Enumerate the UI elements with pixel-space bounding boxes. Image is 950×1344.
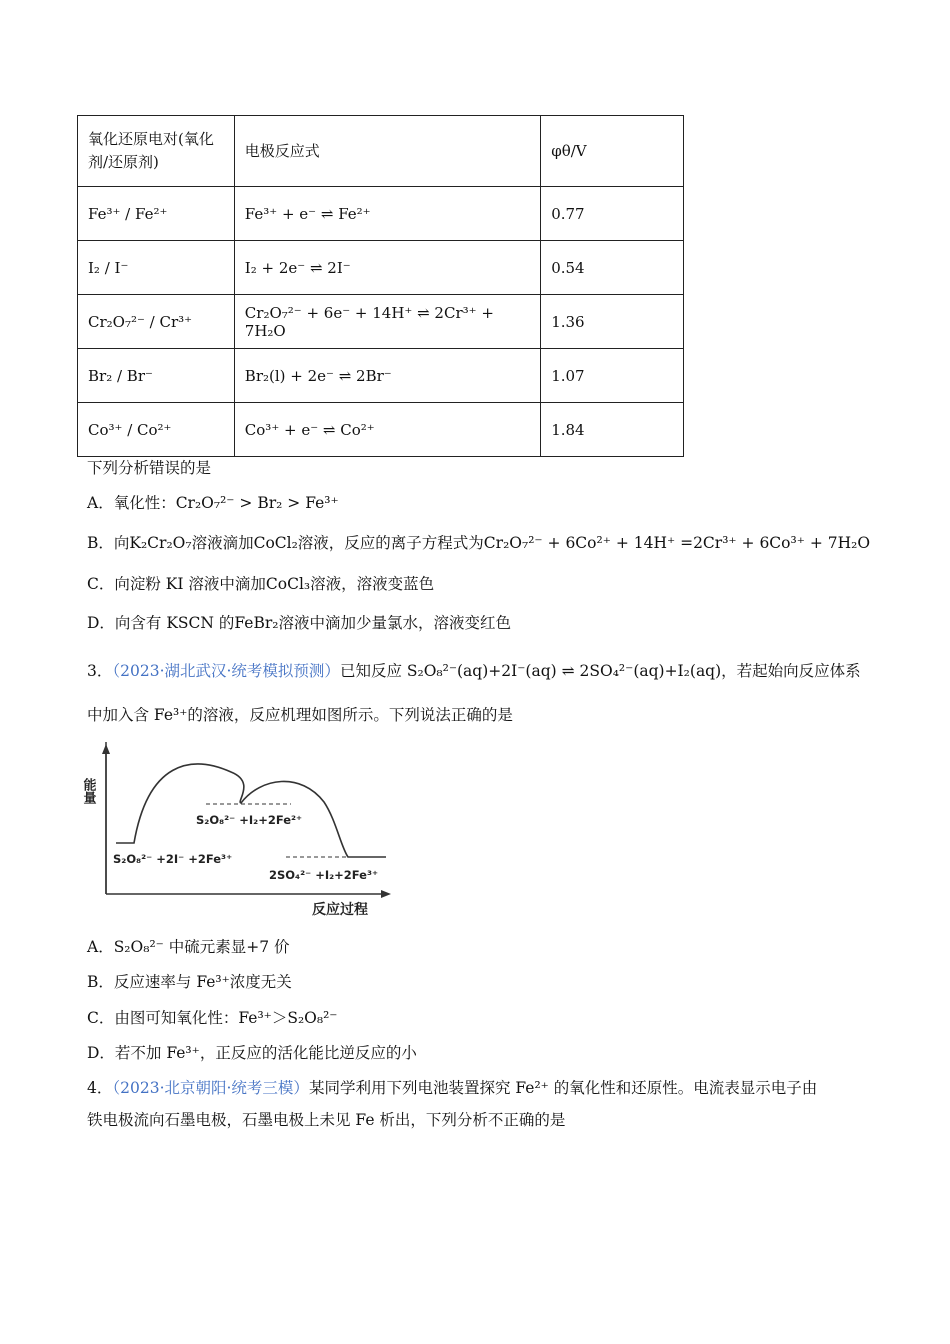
q3-option-a: A．S₂O₈²⁻ 中硫元素显+7 价 bbox=[87, 938, 290, 956]
q3-number: 3． bbox=[87, 662, 113, 680]
x-axis-arrow bbox=[381, 890, 391, 898]
table-row bbox=[78, 349, 684, 403]
cell-reaction: Br₂(l) + 2e⁻ ⇌ 2Br⁻ bbox=[234, 349, 540, 403]
table-header-row bbox=[78, 116, 684, 187]
state1-label: S₂O₈²⁻ +2I⁻ +2Fe³⁺ bbox=[113, 852, 233, 866]
cell-potential: 1.36 bbox=[541, 295, 684, 349]
table-row bbox=[78, 241, 684, 295]
y-axis-label: 能量 bbox=[80, 778, 96, 804]
header-potential: φθ/V bbox=[541, 116, 684, 187]
energy-diagram bbox=[80, 742, 406, 922]
q4-number: 4． bbox=[87, 1079, 113, 1097]
energy-curve bbox=[116, 764, 386, 857]
q4-stem-line1 bbox=[87, 1077, 817, 1099]
cell-couple: Fe³⁺ / Fe²⁺ bbox=[78, 187, 235, 241]
cell-reaction: Cr₂O₇²⁻ + 6e⁻ + 14H⁺ ⇌ 2Cr³⁺ + 7H₂O bbox=[234, 295, 540, 349]
q4-stem-text: 某同学利用下列电池装置探究 Fe²⁺ 的氧化性和还原性。电流表显示电子由 bbox=[308, 1079, 818, 1097]
state2-label: S₂O₈²⁻ +I₂+2Fe²⁺ bbox=[196, 813, 303, 827]
q2-option-d: D．向含有 KSCN 的FeBr₂溶液中滴加少量氯水，溶液变红色 bbox=[87, 614, 511, 632]
cell-couple: Cr₂O₇²⁻ / Cr³⁺ bbox=[78, 295, 235, 349]
q2-option-b: B．向K₂Cr₂O₇溶液滴加CoCl₂溶液，反应的离子方程式为Cr₂O₇²⁻ + 6Co²⁺ + 14H⁺ =2Cr³⁺ + 6Co³⁺ + 7H₂O bbox=[87, 534, 871, 552]
q3-stem-text: 已知反应 S₂O₈²⁻(aq)+2I⁻(aq) ⇌ 2SO₄²⁻(aq)+I₂(aq)，若起始向反应体系 bbox=[339, 662, 861, 680]
table-row bbox=[78, 187, 684, 241]
state3-label: 2SO₄²⁻ +I₂+2Fe³⁺ bbox=[269, 868, 379, 882]
q4-stem-line2: 铁电极流向石墨电极，石墨电极上未见 Fe 析出，下列分析不正确的是 bbox=[87, 1111, 566, 1129]
cell-reaction: Co³⁺ + e⁻ ⇌ Co²⁺ bbox=[234, 403, 540, 457]
cell-potential: 0.54 bbox=[541, 241, 684, 295]
q2-stem: 下列分析错误的是 bbox=[87, 459, 212, 477]
cell-potential: 1.84 bbox=[541, 403, 684, 457]
table-row bbox=[78, 403, 684, 457]
header-reaction: 电极反应式 bbox=[234, 116, 540, 187]
cell-couple: Br₂ / Br⁻ bbox=[78, 349, 235, 403]
cell-reaction: Fe³⁺ + e⁻ ⇌ Fe²⁺ bbox=[234, 187, 540, 241]
q3-option-d: D．若不加 Fe³⁺，正反应的活化能比逆反应的小 bbox=[87, 1044, 417, 1062]
q2-option-a: A．氧化性：Cr₂O₇²⁻ > Br₂ > Fe³⁺ bbox=[87, 494, 339, 512]
q3-source: （2023·湖北武汉·统考模拟预测） bbox=[112, 662, 340, 680]
header-couple: 氧化还原电对(氧化剂/还原剂) bbox=[78, 116, 235, 187]
q3-stem-line1 bbox=[87, 660, 861, 682]
q3-option-c: C．由图可知氧化性：Fe³⁺＞S₂O₈²⁻ bbox=[87, 1009, 338, 1027]
x-axis-label: 反应过程 bbox=[312, 902, 368, 918]
redox-potential-table bbox=[77, 115, 684, 457]
q2-option-c: C．向淀粉 KI 溶液中滴加CoCl₃溶液，溶液变蓝色 bbox=[87, 575, 435, 593]
q4-source: （2023·北京朝阳·统考三模） bbox=[112, 1079, 309, 1097]
q3-option-b: B．反应速率与 Fe³⁺浓度无关 bbox=[87, 973, 292, 991]
table-row bbox=[78, 295, 684, 349]
q3-stem-line2: 中加入含 Fe³⁺的溶液，反应机理如图所示。下列说法正确的是 bbox=[87, 706, 513, 724]
cell-couple: Co³⁺ / Co²⁺ bbox=[78, 403, 235, 457]
y-axis-arrow bbox=[102, 744, 110, 754]
cell-couple: I₂ / I⁻ bbox=[78, 241, 235, 295]
cell-reaction: I₂ + 2e⁻ ⇌ 2I⁻ bbox=[234, 241, 540, 295]
cell-potential: 1.07 bbox=[541, 349, 684, 403]
cell-potential: 0.77 bbox=[541, 187, 684, 241]
